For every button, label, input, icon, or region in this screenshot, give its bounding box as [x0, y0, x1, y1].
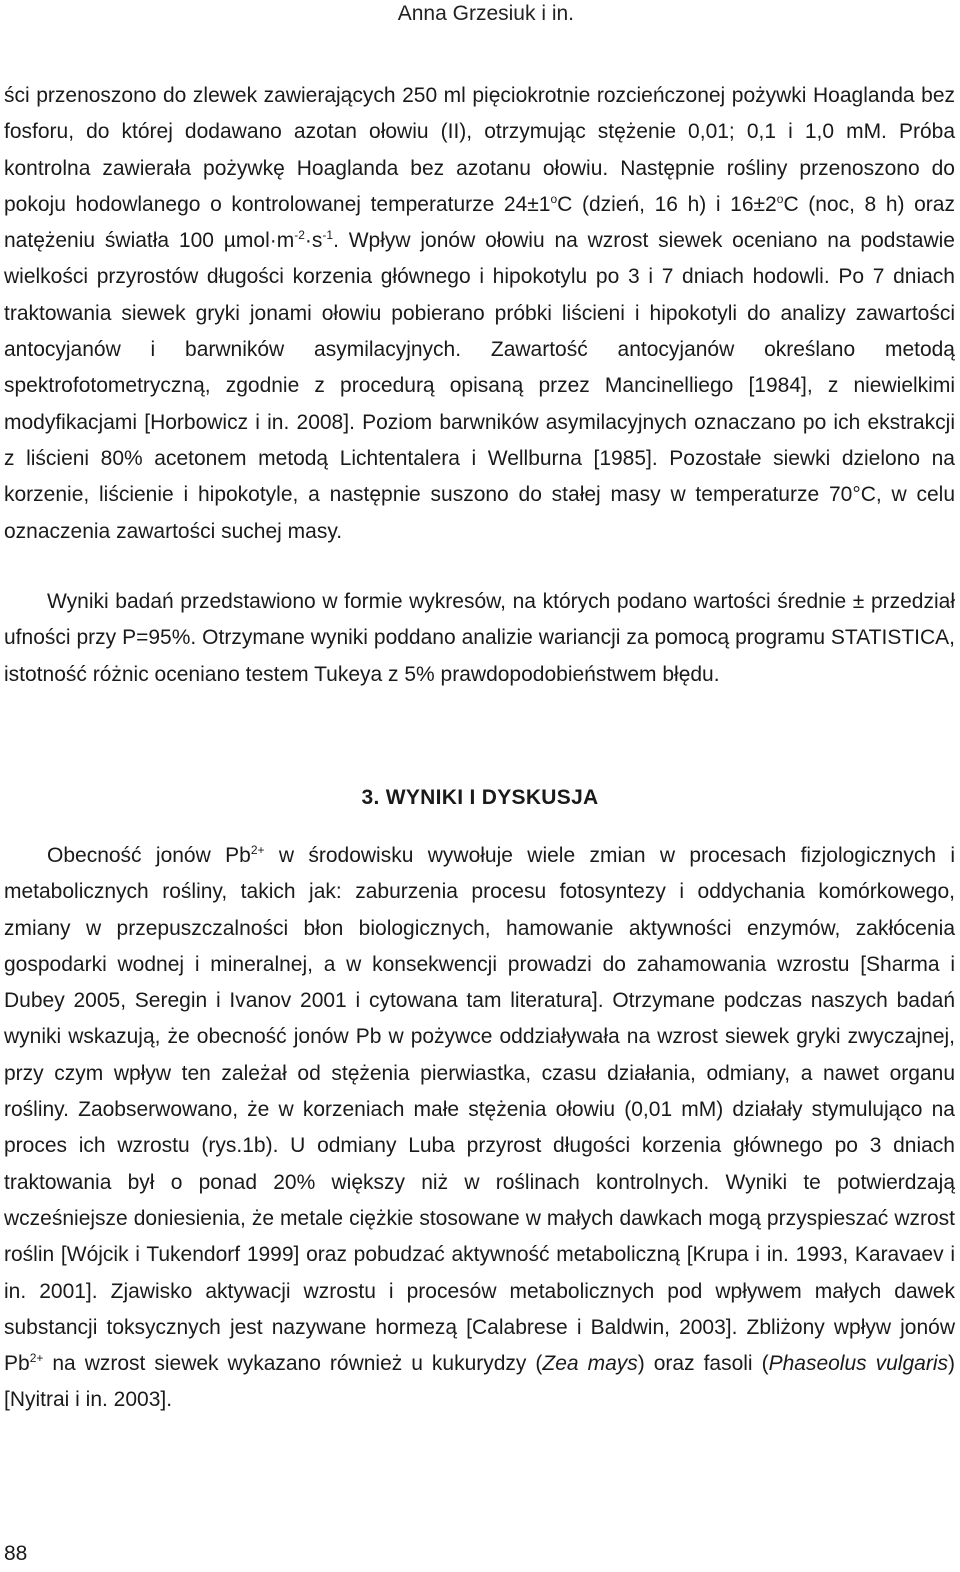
degree-superscript: o — [776, 191, 784, 206]
methods-text — [4, 78, 955, 550]
section-heading: 3. WYNIKI I DYSKUSJA — [361, 786, 599, 809]
species-name-phaseolus: Phaseolus vulgaris — [768, 1352, 948, 1376]
results-text-1: Obecność jonów Pb — [47, 844, 251, 867]
unit-exponent-m: -2 — [294, 228, 305, 243]
running-head: Anna Grzesiuk i in. — [397, 2, 574, 25]
results-text — [4, 838, 955, 1419]
methods-text-3: C (noc, 8 h) oraz natężeniu światła 100 µmol·m — [4, 192, 955, 253]
results-text-5: ) [Nyitrai i in. 2003]. — [4, 1352, 955, 1412]
methods-text-2: C (dzień, 16 h) i 16±2 — [557, 192, 777, 216]
statistics-paragraph-block — [4, 584, 955, 693]
methods-text-5: . Wpływ jonów ołowiu na wzrost siewek oceniano na podstawie wielkości przyrostów długości korzenia głównego i hipokotylu po 3 i 7 dniach hodowli. Po 7 dniach traktowania siewek gryki jonami ołowiu pobierano próbki liścieni i hipokotyli do analizy zawartości antocyjanów i barwników asymilacyjnych. Zawartość antocyjanów określano metodą spektrofotometryczną, zgodnie z procedurą opisaną przez Mancinelliego [1984], z niewielkimi modyfikacjami [Horbowicz i in. 2008]. Poziom barwników asymilacyjnych oznaczano po ich ekstrakcji z liścieni 80% acetonem metodą Lichtentalera i Wellburna [1985]. Pozostałe siewki dzielono na korzenie, liścienie i hipokotyle, a następnie suszono do stałej masy w temperaturze 70°C, w celu oznaczenia zawartości suchej masy. — [4, 229, 955, 543]
degree-superscript: o — [550, 191, 558, 206]
methods-text-4: ·s — [304, 229, 323, 253]
unit-exponent-s: -1 — [322, 228, 334, 243]
results-text-3: na wzrost siewek wykazano również u kukurydzy ( — [43, 1352, 543, 1376]
methods-paragraph — [4, 78, 955, 550]
statistics-paragraph: Wyniki badań przedstawiono w formie wykresów, na których podano wartości średnie ± przedział ufności przy P=95%. Otrzymane wyniki poddano analizie wariancji za pomocą programu STATISTICA, istotność różnic oceniano testem Tukeya z 5% prawdopodobieństwem błędu. — [4, 590, 955, 686]
results-text-4: ) oraz fasoli ( — [637, 1352, 769, 1376]
ion-charge-superscript: 2+ — [250, 843, 265, 857]
page-number: 88 — [4, 1542, 28, 1565]
ion-charge-superscript: 2+ — [29, 1351, 44, 1366]
species-name-zea: Zea mays — [542, 1352, 638, 1376]
results-text-2: w środowisku wywołuje wiele zmian w procesach fizjologicznych i metabolicznych rośliny, takich jak: zaburzenia procesu fotosyntezy i oddychania komórkowego, zmiany w przepuszczalności błon biologicznych, hamowanie aktywności enzymów, zakłócenia gospodarki wodnej i mineralnej, a w konsekwencji prowadzi do zahamowania wzrostu [Sharma i Dubey 2005, Seregin i Ivanov 2001 i cytowana tam literatura]. Otrzymane podczas naszych badań wyniki wskazują, że obecność jonów Pb w pożywce oddziaływała na wzrost siewek gryki zwyczajnej, przy czym wpływ ten zależał od stężenia pierwiastka, czasu działania, odmiany, a nawet organu rośliny. Zaobserwowano, że w korzeniach małe stężenia ołowiu (0,01 mM) działały stymulująco na proces ich wzrostu (rys.1b). U odmiany Luba przyrost długości korzenia głównego po 3 dniach traktowania był o ponad 20% większy niż w roślinach kontrolnych. Wyniki te potwierdzają wcześniejsze doniesienia, że metale ciężkie stosowane w małych dawkach mogą przyspieszać wzrost roślin [Wójcik i Tukendorf 1999] oraz pobudzać aktywność metaboliczną [Krupa i in. 1993, Karavaev i in. 2001]. Zjawisko aktywacji wzrostu i procesów metabolicznych pod wpływem małych dawek substancji toksycznych jest nazywane hormezą [Calabrese i Baldwin, 2003]. Zbliżony wpływ jonów Pb — [4, 844, 956, 1376]
methods-text-1: ści przenoszono do zlewek zawierających 250 ml pięciokrotnie rozcieńczonej pożywki Hoaglanda bez fosforu, do której dodawano azotan ołowiu (II), otrzymując stężenie 0,01; 0,1 i 1,0 mM. Próba kontrolna zawierała pożywkę Hoaglanda bez azotanu ołowiu. Następnie rośliny przenoszono do pokoju hodowlanego o kontrolowanej temperaturze 24±1 — [4, 84, 955, 216]
results-paragraph — [4, 838, 955, 1419]
